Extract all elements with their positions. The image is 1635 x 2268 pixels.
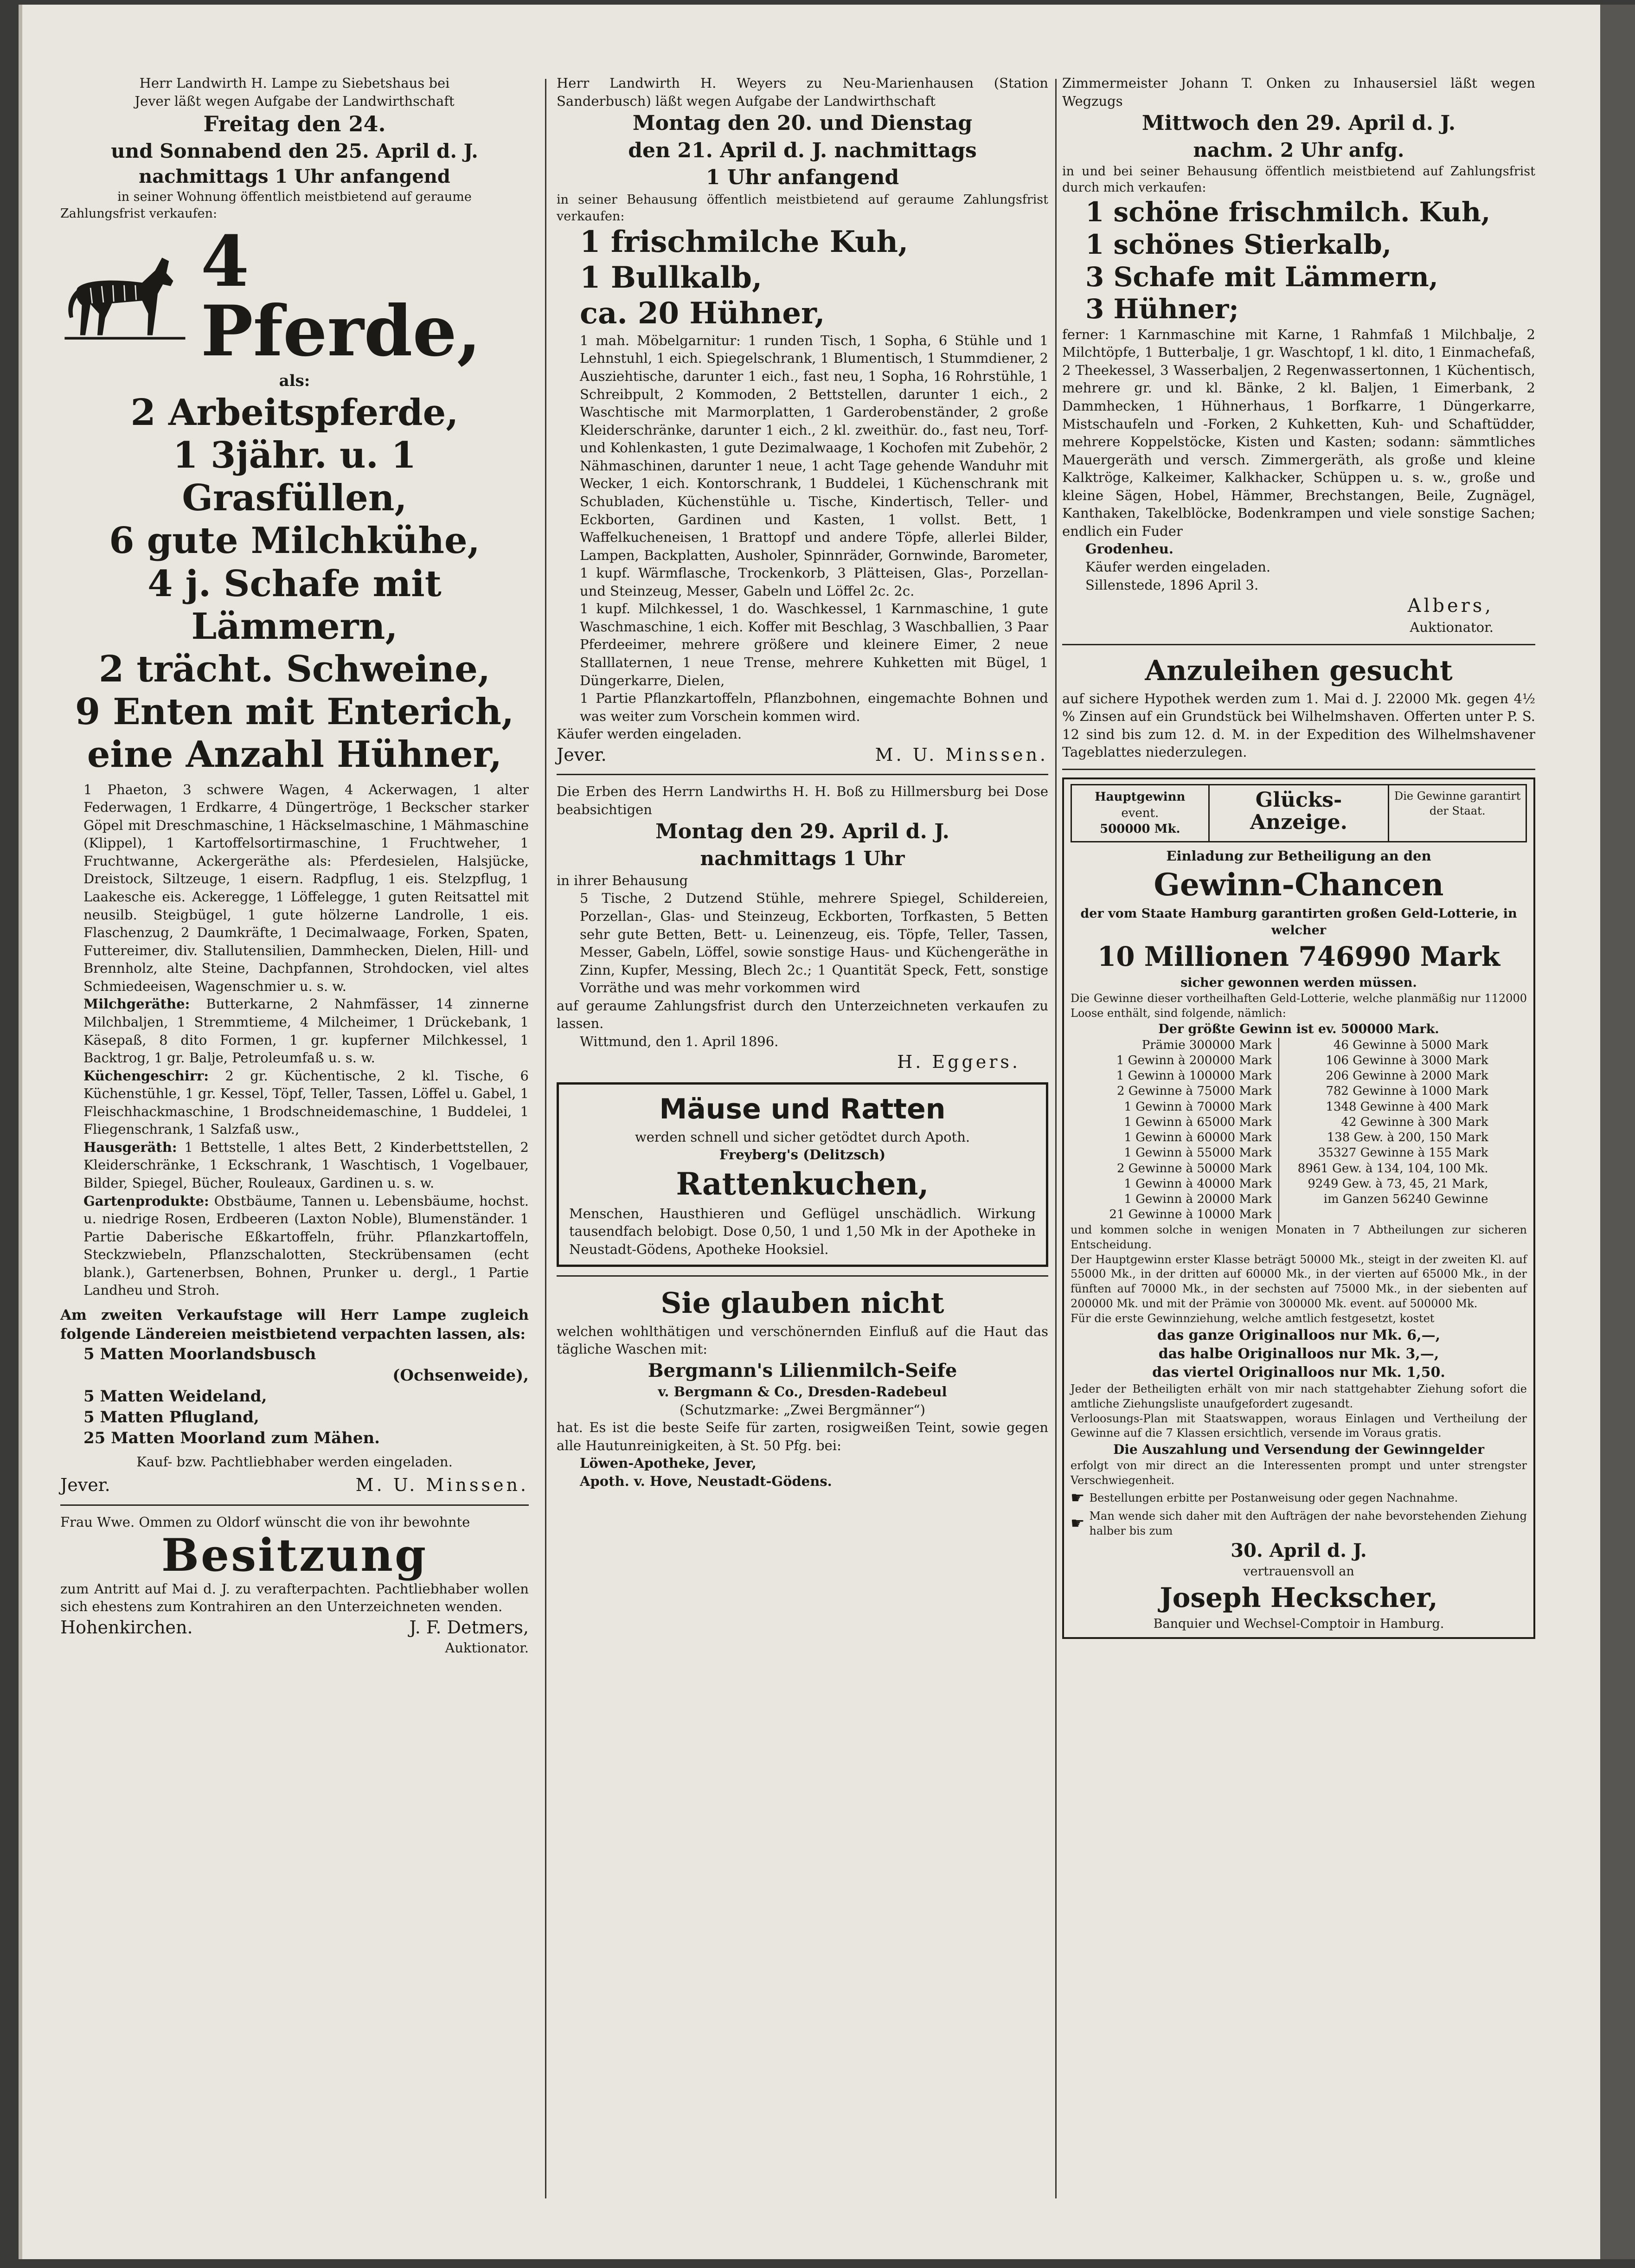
sale-item: eine Anzahl Hühner, <box>87 733 502 776</box>
lottery-title: Glücks- <box>1255 788 1342 812</box>
lot-price: das ganze Originalloos nur Mk. 6,—, <box>1157 1327 1441 1344</box>
ad-headline: 4 Pferde, <box>200 221 481 373</box>
column-rule <box>1055 79 1057 2198</box>
sale-terms: Zahlungsfrist verkaufen: <box>60 206 218 221</box>
section-label: Gartenprodukte: <box>83 1193 209 1209</box>
signature-name: H. Eggers. <box>897 1052 1020 1073</box>
sale-item: 3 Schafe mit Lämmern, <box>1085 261 1438 293</box>
ad-body <box>1062 326 1535 540</box>
signature-place: Jever. <box>557 744 607 765</box>
lottery-amount: 10 Millionen 746990 Mark <box>1097 940 1500 972</box>
ad-trademark: (Schutzmarke: „Zwei Bergmänner“) <box>680 1401 925 1418</box>
lottery-title: Anzeige. <box>1250 810 1347 835</box>
section-text: 1 Karnmaschine mit Karne, 1 Rahmfaß 1 Milchbalje, 2 Milchtöpfe, 1 Butterbalje, 1 gr. Waschtopf, 1 kl. dito, 1 Einmachefaß, 2 Theekessel, 3 Wasserbaljen, 2 Regenwassertonnen, 1 Küchentisch, mehrere gr. und kl. Bänke, 2 kl. Baljen, 1 Eimerbank, 2 Dammhecken, 1 Hühnerhaus, 1 Borfkarre, 1 Düngerkarre, Mistschaufeln und -Forken, 2 Kuhketten, Kuh- und Schaftüdder, mehrere Koppelstöcke, Kisten und Kasten; sodann: sämmtliches Mauergeräth und versch. Zimmergeräth, als große und kleine Kalktröge, Kalkeimer, Kalkhacker, Schüppen u. s. w., große und kleine Sägen, Hobel, Hämmer, Brechstangen, Beile, Zugnägel, Kanthaken, Takelblöcke, Bodenkrampen und viele sonstige Sachen; endlich ein Fuder <box>1062 326 1536 539</box>
signature-place: Jever. <box>60 1475 110 1496</box>
sale-item: 2 Arbeitspferde, <box>130 392 459 434</box>
divider <box>60 1504 529 1506</box>
column-3 <box>1062 74 1535 2203</box>
land-item: 5 Matten Moorlandsbusch <box>83 1345 316 1364</box>
ad-body: 1 kupf. Milchkessel, 1 do. Waschkessel, 1 Karnmaschine, 1 gute Waschmaschine, 1 eich. Koffer mit Beschlag, 3 Waschballien, 3 Paar Pferdeeimer, mehrere größere und kleinere Eimer, 2 neue Stalllaternen, 1 neue Trense, mehrere Kuhketten mit Bügel, 1 Düngerkarre, Dielen, <box>580 601 1048 688</box>
pointing-hand-icon: ☛ <box>1071 1514 1085 1533</box>
prize-row: 1 Gewinn à 20000 Mark <box>1124 1192 1272 1207</box>
sale-item: 6 gute Milchkühe, <box>109 520 480 562</box>
ad-body: Die Gewinne dieser vortheilhaften Geld-Lotterie, welche planmäßig nur 112000 Loose enthält, sind folgende, nämlich: <box>1071 991 1527 1020</box>
lottery-banker: Joseph Heckscher, <box>1160 1581 1438 1613</box>
sale-time: nachm. 2 Uhr anfg. <box>1193 138 1404 161</box>
shop: Löwen-Apotheke, Jever, <box>580 1455 757 1471</box>
ad-body: 1 Partie Pflanzkartoffeln, Pflanzbohnen, eingemachte Bohnen und was weiter zum Vorschein kommen wird. <box>580 690 1048 724</box>
ad-headline: Mäuse und Ratten <box>659 1093 946 1125</box>
prize-row: im Ganzen 56240 Gewinne <box>1323 1192 1488 1207</box>
lottery-guarantee: Die Gewinne garantirt der Staat. <box>1388 785 1526 841</box>
dateline: Sillenstede, 1896 April 3. <box>1085 577 1259 593</box>
prize-row: 1 Gewinn à 55000 Mark <box>1124 1146 1272 1160</box>
ad-intro: Herr Landwirth H. Lampe zu Siebetshaus bei <box>139 75 450 91</box>
section-text: Obstbäume, Tannen u. Lebensbäume, hochst. u. niedrige Rosen, Erdbeeren (Laxton Noble), Blumenständer. 1 Partie Daberische Eßkartoffeln, frühr. Pflanzkartoffeln, Steckzwiebeln, Pflanzschalotten, Steckrübensamen (echt blank.), Gartenerbsen, Bohnen, Prunker u. dergl., 1 Partie Landheu und Stroh. <box>83 1193 529 1298</box>
section-text: 2 gr. Küchentische, 2 kl. Tische, 6 Küchenstühle, 1 gr. Kessel, Töpf, Teller, Tassen, Löffel u. Gabel, 1 Fleischhackmaschine, 1 Brodschneidemaschine, 1 Buddelei, 1 Fliegenschrank, 1 Salzfaß usw., <box>83 1067 529 1137</box>
ad-product: Bergmann's Lilienmilch-Seife <box>648 1359 957 1381</box>
signature-title: Auktionator. <box>445 1640 529 1656</box>
ad-body: Bestellungen erbitte per Postanweisung oder gegen Nachnahme. <box>1089 1491 1458 1505</box>
ad-body: Jeder der Betheiligten erhält von mir nach stattgehabter Ziehung sofort die amtliche Ziehungsliste unaufgefordert zugesandt. <box>1071 1382 1527 1410</box>
ad-subhead: sicher gewonnen werden müssen. <box>1180 975 1417 990</box>
prize-row: 106 Gewinne à 3000 Mark <box>1326 1053 1488 1067</box>
ad-intro: Frau Wwe. Ommen zu Oldorf wünscht die von ihr bewohnte <box>60 1514 470 1530</box>
scan-edge <box>1600 5 1635 2259</box>
section-text: Butterkarne, 2 Nahmfässer, 14 zinnerne Milchbaljen, 1 Stremmtieme, 4 Milcheimer, 1 Drückebank, 1 Käsepaß, 8 dito Formen, 1 gr. kupferner Milchkessel, 1 Backtrog, 1 gr. Balje, Petroleumfaß u. s. w. <box>83 996 529 1066</box>
ad-body: Für die erste Gewinnziehung, welche amtlich festgesetzt, kostet <box>1071 1312 1435 1325</box>
land-item: 5 Matten Pflugland, <box>83 1408 259 1427</box>
sale-time: nachmittags 1 Uhr <box>700 847 905 870</box>
sale-item: 1 3jähr. u. 1 Grasfüllen, <box>173 434 417 520</box>
sale-date: Mittwoch den 29. April d. J. <box>1141 111 1456 135</box>
ad-intro: Jever läßt wegen Aufgabe der Landwirthschaft <box>135 93 455 109</box>
divider <box>1062 644 1535 645</box>
lottery-deadline: 30. April d. J. <box>1231 1540 1367 1562</box>
sale-terms: in ihrer Behausung <box>557 872 688 888</box>
ad-maker: v. Bergmann & Co., Dresden-Radebeul <box>658 1384 947 1400</box>
sale-item: 1 schöne frischmilch. Kuh, <box>1085 196 1491 228</box>
sale-terms: in und bei seiner Behausung öffentlich meistbietend auf Zahlungsfrist durch mich verkaufen: <box>1062 164 1535 195</box>
column-rule <box>545 79 546 2198</box>
ad-headline: Anzuleihen gesucht <box>1145 654 1453 687</box>
ad-invite: Käufer werden eingeladen. <box>557 726 742 742</box>
sale-item: 9 Enten mit Enterich, <box>75 690 514 733</box>
sale-time: 1 Uhr anfangend <box>705 166 899 190</box>
lottery-label: 500000 Mk. <box>1100 822 1180 836</box>
ad-intro: Die Erben des Herrn Landwirths H. H. Boß zu Hillmersburg bei Dose beabsichtigen <box>557 784 1048 817</box>
sale-item: 4 j. Schafe mit Lämmern, <box>147 562 442 648</box>
ad-body: 5 Tische, 2 Dutzend Stühle, mehrere Spiegel, Schildereien, Porzellan-, Glas- und Steinzeug, Eckborten, Torfkasten, 5 Betten sehr gute Betten, Bett- u. Leinenzeug, eis. Töpfe, Teller, Tassen, Messer, Gabeln, Löffel, sowie sonstige Haus- und Küchengeräthe in Zinn, Kupfer, Messing, Blech 2c.; 1 Quantität Speck, Fett, sonstige Vorräthe und was mehr vorkommen wird <box>580 890 1048 996</box>
ad-body: zum Antritt auf Mai d. J. zu verafterpachten. Pachtliebhaber wollen sich ehestens zum Kontrahiren an den Unterzeichneten wenden. <box>60 1581 529 1615</box>
ad-body: 1 Phaeton, 3 schwere Wagen, 4 Ackerwagen, 1 alter Federwagen, 1 Erdkarre, 4 Düngertröge, 1 Beckscher starker Göpel mit Dreschmaschine, 1 Häckselmaschine, 1 Mähmaschine (Klippel), 1 Kartoffelsortirmaschine, 1 Fruchtweher, 1 Fruchtwanne, Ackergeräthe als: Pferdesielen, Halsjücke, Dreistock, Siltzeuge, 1 eisern. Radpflug, 1 eis. Stelzpflug, 1 Laakesche eis. Ackeregge, 1 Löffelegge, 1 guten Reitsattel mit neusilb. Steigbügel, 1 gute hölzerne Landrolle, 1 eis. Flaschenzug, 2 Daumkräfte, 1 Decimalwaage, Forken, Spaten, Futtereimer, div. Stallutensilien, Dammhecken, Dielen, Hill- und Brennholz, alte Steine, Dachpfannen, Strohdocken, viel altes Schmiedeeisen, Wagenschmier u. s. w. <box>83 781 529 994</box>
section-text: 1 Bettstelle, 1 altes Bett, 2 Kinderbettstellen, 2 Kleiderschränke, 1 Eckschrank, 1 Waschtisch, 1 Vogelbauer, Bilder, Spiegel, Bücher, Rouleaux, Gardinen u. s. w. <box>83 1139 529 1191</box>
sale-date: den 21. April d. J. nachmittags <box>628 138 977 162</box>
prize-row: 1 Gewinn à 70000 Mark <box>1124 1099 1272 1114</box>
prize-row: Prämie 300000 Mark <box>1141 1038 1272 1052</box>
prize-row: 138 Gew. à 200, 150 Mark <box>1327 1131 1488 1145</box>
sale-date: Freitag den 24. <box>203 111 386 137</box>
lottery-ad <box>1062 777 1535 1639</box>
signature-title: Auktionator. <box>1410 619 1494 636</box>
sale-item: 2 trächt. Schweine, <box>98 648 491 690</box>
prize-row: 2 Gewinne à 75000 Mark <box>1116 1084 1272 1099</box>
sale-date: Montag den 29. April d. J. <box>655 820 949 844</box>
prize-row: 1 Gewinn à 100000 Mark <box>1116 1069 1272 1083</box>
ad-subhead: als: <box>279 372 310 391</box>
ad-body: Menschen, Hausthieren und Geflügel unschädlich. Wirkung tausendfach belobigt. Dose 0,50, 1 und 1,50 Mk in der Apotheke in Neustadt-Gödens, Apotheke Hooksiel. <box>569 1205 1036 1257</box>
land-item: 5 Matten Weideland, <box>83 1387 267 1406</box>
prize-table <box>1071 1038 1527 1223</box>
lottery-label: event. <box>1121 806 1159 820</box>
signature-name: M. U. Minssen. <box>355 1475 529 1496</box>
ad-body: Der Hauptgewinn erster Klasse beträgt 50000 Mk., steigt in der zweiten Kl. auf 55000 Mk., in der dritten auf 60000 Mk., in der vierten auf 65000 Mk., in der fünften auf 70000 Mk., in der sechsten auf 75000 Mk., in der siebenten auf 200000 Mk. und mit der Prämie von 300000 Mk. event. auf 500000 Mk. <box>1071 1253 1527 1311</box>
sale-item: ca. 20 Hühner, <box>580 296 825 331</box>
section-label: ferner: <box>1062 326 1109 342</box>
sale-date: und Sonnabend den 25. April d. J. <box>111 140 478 163</box>
section-label: Hausgeräth: <box>83 1139 177 1155</box>
prize-row: 206 Gewinne à 2000 Mark <box>1326 1069 1488 1083</box>
shop: Apoth. v. Hove, Neustadt-Gödens. <box>580 1473 832 1489</box>
ad-body: Der größte Gewinn ist ev. 500000 Mark. <box>1158 1022 1439 1036</box>
land-item: 25 Matten Moorland zum Mähen. <box>83 1429 380 1448</box>
ad-maker: Freyberg's (Delitzsch) <box>719 1147 886 1163</box>
ad-body: Verloosungs-Plan mit Staatswappen, woraus Einlagen und Vertheilung der Gewinne auf die 7 Klassen ersichtlich, versende im Voraus gratis. <box>1071 1412 1527 1440</box>
lottery-label: Hauptgewinn <box>1095 790 1186 804</box>
ad-body: Grodenheu. <box>1085 541 1173 557</box>
ad-invite: Kauf- bzw. Pachtliebhaber werden eingeladen. <box>136 1453 453 1470</box>
ad-body <box>60 1067 529 1138</box>
dateline: Wittmund, den 1. April 1896. <box>580 1033 779 1049</box>
section-label: Milchgeräthe: <box>83 996 190 1012</box>
ad-body: welchen wohlthätigen und verschönernden Einfluß auf die Haut das tägliche Waschen mit: <box>557 1323 1048 1357</box>
prize-row: 782 Gewinne à 1000 Mark <box>1326 1084 1488 1099</box>
sale-terms: in seiner Wohnung öffentlich meistbietend auf geraume <box>117 190 472 205</box>
sale-item: 1 frischmilche Kuh, <box>580 225 909 260</box>
ad-body <box>60 1192 529 1299</box>
divider <box>557 1275 1048 1277</box>
ad-body: erfolgt von mir direct an die Interessenten prompt und unter strengster Verschwiegenheit. <box>1071 1458 1527 1487</box>
prize-row: 1 Gewinn à 65000 Mark <box>1124 1115 1272 1129</box>
ad-body <box>60 1138 529 1192</box>
prize-row: 1 Gewinn à 200000 Mark <box>1116 1053 1272 1067</box>
ad-subhead: Die Auszahlung und Versendung der Gewinngelder <box>1113 1442 1484 1458</box>
divider <box>557 774 1048 775</box>
sale-item: 1 Bullkalb, <box>580 260 763 296</box>
ad-body: hat. Es ist die beste Seife für zarten, rosigweißen Teint, sowie gegen alle Hautunreinigkeiten, à St. 50 Pfg. bei: <box>557 1420 1048 1453</box>
divider <box>1062 769 1535 770</box>
land-item: (Ochsenweide), <box>392 1366 529 1385</box>
prize-row: 2 Gewinne à 50000 Mark <box>1116 1161 1272 1176</box>
prize-row: 8961 Gew. à 134, 104, 100 Mk. <box>1297 1161 1488 1176</box>
signature-name: J. F. Detmers, <box>409 1617 529 1638</box>
ad-body: Man wende sich daher mit den Aufträgen der nahe bevorstehenden Ziehung halber bis zum <box>1089 1509 1527 1537</box>
ad-body: auf geraume Zahlungsfrist durch den Unterzeichneten verkaufen zu lassen. <box>557 997 1048 1032</box>
prize-row: 35327 Gewinne à 155 Mark <box>1318 1146 1488 1160</box>
ad-body: 1 mah. Möbelgarnitur: 1 runden Tisch, 1 Sopha, 6 Stühle und 1 Lehnstuhl, 1 eich. Spiegelschrank, 1 Blumentisch, 1 Stummdiener, 2 Ausziehtische, darunter 1 eich., fast neu, 1 Sopha, 16 Rohrstühle, 1 Schreibpult, 2 Kommoden, 2 Bettstellen, darunter 1 eich., 2 Waschtische mit Marmorplatten, 1 Garderobenständer, 2 große Kleiderschränke, darunter 1 eich., 2 kl. zweithür. do., fast neu, Torf- und Kohlenkasten, 1 gute Dezimalwaage, 1 Kochofen mit Zubehör, 2 Nähmaschinen, darunter 1 neue, 1 acht Tage gehende Wanduhr mit Wecker, 1 eich. Kontorschrank, 1 Buddelei, 1 Küchenschrank mit Schubladen, Küchenstühle u. Tische, Kindertisch, Teller- und Eckborten, Gardinen und Kasten, 1 vollst. Bett, 1 Waffelkucheneisen, 1 Brattopf und andere Töpfe, allerlei Bilder, Lampen, Backplatten, Ausholer, Spinnräder, Gornwinde, Barometer, 1 kupf. Wärmflasche, Trockenkorb, 3 Plätteisen, Glas-, Porzellan- und Steinzeug, Messer, Gabeln und Löffel 2c. 2c. <box>580 332 1048 599</box>
ad-notice: Am zweiten Verkaufstage will Herr Lampe zugleich folgende Ländereien meistbietend verpachten lassen, als: <box>60 1306 529 1343</box>
ad-intro: Zimmermeister Johann T. Onken zu Inhausersiel läßt wegen Wegzugs <box>1062 75 1535 109</box>
ad-headline: Sie glauben nicht <box>660 1286 944 1320</box>
lottery-banker-sub: Banquier und Wechsel-Comptoir in Hamburg. <box>1153 1616 1444 1631</box>
sale-terms: in seiner Behausung öffentlich meistbietend auf geraume Zahlungsfrist verkaufen: <box>557 192 1048 224</box>
column-2 <box>557 74 1048 2203</box>
ad-body: vertrauensvoll an <box>1243 1564 1354 1579</box>
ad-headline: Gewinn-Chancen <box>1154 867 1444 903</box>
ad-body: auf sichere Hypothek werden zum 1. Mai d. J. 22000 Mk. gegen 4½ % Zinsen auf ein Grundstück bei Wilhelmshaven. Offerten unter P. S. 12 sind bis zum 12. d. M. in der Expedition des Wilhelmshavener Tageblattes niederzulegen. <box>1062 690 1535 760</box>
section-label: Küchengeschirr: <box>83 1067 209 1084</box>
lot-price: das viertel Originalloos nur Mk. 1,50. <box>1152 1364 1445 1381</box>
sale-item: 1 schönes Stierkalb, <box>1085 228 1392 260</box>
ad-headline: Besitzung <box>161 1529 428 1582</box>
lot-price: das halbe Originalloos nur Mk. 3,—, <box>1158 1345 1439 1362</box>
sale-time: nachmittags 1 Uhr anfangend <box>139 166 450 188</box>
column-1 <box>60 74 529 2203</box>
lottery-header <box>1071 784 1527 842</box>
pointing-hand-icon: ☛ <box>1071 1489 1085 1508</box>
ad-body <box>60 995 529 1067</box>
ad-subhead: der vom Staate Hamburg garantirten großen Geld-Lotterie, in welcher <box>1080 906 1517 938</box>
signature-name: M. U. Minssen. <box>875 744 1048 765</box>
ad-intro: Herr Landwirth H. Weyers zu Neu-Marienhausen (Station Sanderbusch) läßt wegen Aufgabe der Landwirthschaft <box>557 75 1048 109</box>
prize-row: 42 Gewinne à 300 Mark <box>1341 1115 1488 1129</box>
signature-place: Hohenkirchen. <box>60 1617 193 1638</box>
prize-row: 1 Gewinn à 60000 Mark <box>1124 1131 1272 1145</box>
ad-subhead: werden schnell und sicher getödtet durch Apoth. <box>635 1129 970 1145</box>
prize-row: 21 Gewinne à 10000 Mark <box>1109 1208 1272 1222</box>
lottery-invite: Einladung zur Betheiligung an den <box>1166 848 1431 864</box>
ad-invite: Käufer werden eingeladen. <box>1085 559 1271 575</box>
sale-date: Montag den 20. und Dienstag <box>632 111 973 135</box>
prize-row: 46 Gewinne à 5000 Mark <box>1333 1038 1488 1052</box>
prize-row: 1348 Gewinne à 400 Mark <box>1326 1099 1488 1114</box>
ad-product: Rattenkuchen, <box>676 1165 929 1202</box>
sale-item: 3 Hühner; <box>1085 293 1239 325</box>
horse-icon <box>60 245 190 347</box>
signature-name: Albers, <box>1407 595 1494 617</box>
prize-row: 1 Gewinn à 40000 Mark <box>1124 1176 1272 1191</box>
ad-body: und kommen solche in wenigen Monaten in 7 Abtheilungen zur sicheren Entscheidung. <box>1071 1223 1527 1251</box>
prize-row: 9249 Gew. à 73, 45, 21 Mark, <box>1308 1176 1488 1191</box>
rat-poison-ad <box>557 1082 1048 1267</box>
